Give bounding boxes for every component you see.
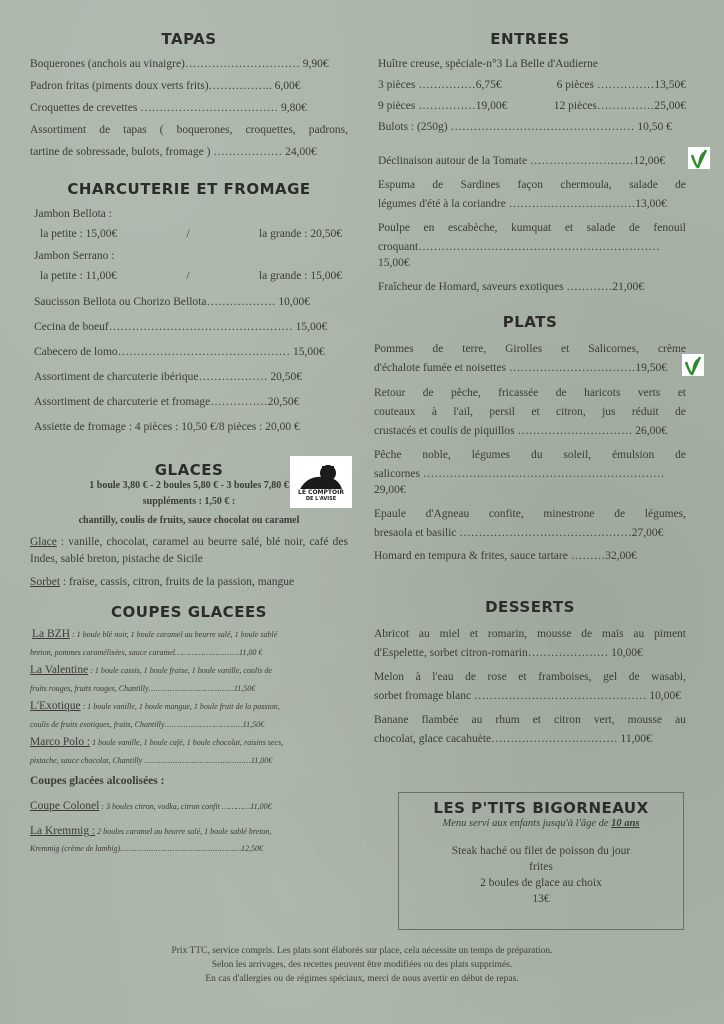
logo-line2: DE L'AVISE [305,495,337,502]
coupe-exotique-desc-2: coulis de fruits exotiques, fruits, Chantilly……………………………11,50€ [30,720,265,729]
footer-line-1: Prix TTC, service compris. Les plats sont élaborés sur place, cela nécessite un temps de préparation. [171,946,553,956]
vegetarian-leaf-icon [682,354,704,376]
coupe-kremmig-name: La Kremmig : [30,825,96,837]
banane-l1: Banane flambée au rhum et citron vert, mousse au [374,714,686,726]
charcuterie-item: Assortiment de charcuterie ibérique……………… 20,50€ [34,371,302,383]
melon-l2: sorbet fromage blanc ……………………………………… 10,00€ [374,690,681,702]
glaces-supplements: suppléments : 1,50 € : [142,496,236,507]
agneau-l2: bresaola et basilic ………………………………………27,00€ [374,527,664,539]
charcuterie-title: CHARCUTERIE ET FROMAGE [67,180,311,198]
coupe-bzh-desc: : 1 boule blé noir, 1 boule caramel au beurre salé, 1 boule sablé [70,630,278,639]
coupe-exotique-name: L'Exotique [30,700,81,712]
desserts-title: DESSERTS [485,598,575,616]
coupe-valentine [30,663,348,678]
vegetarian-leaf-icon [688,147,710,169]
coupe-colonel-name: Coupe Colonel [30,800,100,812]
coupe-bzh-desc-2: breton, pommes caramélisées, sauce caramel………………………11,00 € [30,648,263,657]
coupes-title: COUPES GLACEES [111,603,267,621]
pommes-l1: Pommes de terre, Girolles et Salicornes, crème [374,343,686,355]
coupe-kremmig-desc: 2 boules caramel au beurre salé, 1 boule sablé breton, [95,827,272,836]
serrano-sep: / [186,270,190,282]
charcuterie-item: Cecina de boeuf………………………………………… 15,00€ [34,321,328,333]
glace-label: Glace [30,536,57,548]
pommes-l2-line [374,360,686,376]
sorbet-label: Sorbet [30,576,61,588]
glaces-supplements-list: chantilly, coulis de fruits, sauce chocolat ou caramel [78,515,300,526]
charcuterie-item: Saucisson Bellota ou Chorizo Bellota……………… 10,00€ [34,296,310,308]
espuma-l2: légumes d'été à la coriandre ……………………………13,00€ [378,198,667,210]
plats-title: PLATS [502,313,558,331]
tapas-assortiment-l2: tartine de sobressade, bulots, fromage ) ……………… 24,00€ [30,146,317,158]
peche-l3: crustacés et coulis de piquillos ………………………… 26,00€ [374,425,667,437]
kids-menu-age: 10 ans [611,818,640,829]
tapas-item: Boquerones (anchois au vinaigre)………………………… 9,90€ [30,58,329,70]
tomate-line [378,153,686,169]
tapas-item: Croquettes de crevettes ……………………………… 9,80€ [30,102,307,114]
noble-l1: Pêche noble, légumes du soleil, émulsion de [374,449,686,461]
footer-line-2: Selon les arrivages, des recettes peuvent être modifiées ou des plats supprimés. [211,960,513,970]
kids-menu-l3: 2 boules de glace au choix [480,877,602,889]
kids-menu-price: 13€ [532,893,550,905]
coupe-kremmig [30,824,348,839]
tapas-assortiment-l1: Assortiment de tapas ( boquerones, croquettes, padrons, [30,124,348,136]
kids-menu-box [398,792,684,930]
glaces-title: GLACES [154,461,224,479]
poulpe-l2: croquant………………………………………………………15,00€ [378,241,660,269]
coupe-exotique-desc: : 1 boule vanille, 1 boule mangue, 1 boule fruit de la passion, [80,702,280,711]
right-column [374,30,686,747]
footer-line-3: En cas d'allergies ou de régimes spéciaux, merci de nous avertir en début de repas. [205,974,519,984]
pommes-l2: d'échalote fumée et noisettes ……………………………19,50€ [374,362,668,374]
left-column [30,30,348,856]
homard-line: Fraîcheur de Homard, saveurs exotiques …………21,00€ [378,281,645,293]
tapas-title: TAPAS [161,30,217,48]
coupe-marco [30,735,348,750]
huitre-12: 12 pièces……………25,00€ [553,100,686,112]
kids-menu-subtitle [399,817,683,831]
charcuterie-item: Assiette de fromage : 4 pièces : 10,50 €/8 pièces : 20,00 € [34,421,300,433]
huitre-9: 9 pièces ……………19,00€ [378,100,508,112]
coupe-bzh [30,627,348,642]
peche-l1: Retour de pêche, fricassée de haricots verts et [374,387,686,399]
abricot-l2: d'Espelette, sorbet citron-romarin………………… 10,00€ [374,647,643,659]
coupe-marco-desc-2: pistache, sauce chocolat, Chantilly ………………………………………11,00€ [30,756,273,765]
sorbet-text: : fraise, cassis, citron, fruits de la passion, mangue [60,576,295,588]
bellota-grande: la grande : 20,50€ [258,228,342,240]
espuma-l1: Espuma de Sardines façon chermoula, salade de [378,179,686,191]
huitre-6: 6 pièces ……………13,50€ [556,79,686,91]
poulpe-l1: Poulpe en escabèche, kumquat et salade de fenouil [378,222,686,234]
chef-logo-icon [298,463,344,489]
bellota-sep: / [186,228,190,240]
comptoir-logo [290,456,352,508]
kids-menu-title: LES P'TITS BIGORNEAUX [433,799,649,817]
charcuterie-item: Assortiment de charcuterie et fromage……………20,50€ [34,396,300,408]
coupe-colonel-desc: : 3 boules citron, vodka, citron confit …………11,00€ [99,802,272,811]
kids-menu-l2: frites [529,861,553,873]
entrees-title: ENTREES [490,30,570,48]
serrano-petite: la petite : 11,00€ [40,270,117,282]
huitre-line: Huître creuse, spéciale-n°3 La Belle d'Audierne [378,58,598,70]
coupe-marco-name: Marco Polo : [30,736,91,748]
coupes-alcool-title: Coupes glacées alcoolisées : [30,775,165,787]
serrano-label: Jambon Serrano : [34,250,115,262]
logo-line1: LE COMPTOIR [298,488,344,496]
glace-flavours [30,534,348,568]
abricot-l1: Abricot au miel et romarin, mousse de maïs au piment [374,628,686,640]
coupe-kremmig-desc-2: Kremmig (crème de lambig)……………………………………………12,50€ [30,844,264,853]
huitre-3: 3 pièces ……………6,75€ [378,79,502,91]
glaces-prices: 1 boule 3,80 € - 2 boules 5,80 € - 3 boules 7,80 € [89,480,289,491]
bellota-label: Jambon Bellota : [34,208,112,220]
serrano-grande: la grande : 15,00€ [258,270,342,282]
coupe-exotique [30,699,348,714]
coupe-valentine-name: La Valentine [30,664,89,676]
coupe-bzh-name: La BZH [32,628,71,640]
tempura-line: Homard en tempura & frites, sauce tartare ………32,00€ [374,550,637,562]
melon-l1: Melon à l'eau de rose et framboises, gel de wasabi, [374,671,686,683]
bulots-line: Bulots : (250g) ………………………………………… 10,50 € [378,121,672,133]
tomate-text: Déclinaison autour de la Tomate ………………………12,00€ [378,155,666,167]
coupe-colonel [30,799,348,814]
charcuterie-item: Cabecero de lomo……………………………………… 15,00€ [34,346,325,358]
glace-text: : vanille, chocolat, caramel au beurre salé, blé noir, café des Indes, sablé breton, pistache de Sicile [30,536,348,565]
sorbet-flavours [30,574,348,591]
agneau-l1: Epaule d'Agneau confite, minestrone de légumes, [374,508,686,520]
kids-menu-l1: Steak haché ou filet de poisson du jour [451,845,631,857]
kids-menu-subtitle-text: Menu servi aux enfants jusqu'à l'âge de [442,818,609,829]
noble-l2: salicornes ………………………………………………………29,00€ [374,468,665,496]
bellota-petite: la petite : 15,00€ [40,228,118,240]
peche-l2: couteaux à l'ail, persil et citron, jus réduit de [374,406,686,418]
coupe-marco-desc: 1 boule vanille, 1 boule café, 1 boule chocolat, raisins secs, [90,738,284,747]
tapas-item: Padron fritas (piments doux verts frits)…………….. 6,00€ [30,80,301,92]
footer-notes [0,944,724,986]
coupe-valentine-desc: : 1 boule cassis, 1 boule fraise, 1 boule vanille, coulis de [88,666,272,675]
banane-l2: chocolat, glace cacahuète…………………………… 11,00€ [374,733,652,745]
coupe-valentine-desc-2: fruits rouges, fruits rouges, Chantilly………………………………11,50€ [30,684,256,693]
